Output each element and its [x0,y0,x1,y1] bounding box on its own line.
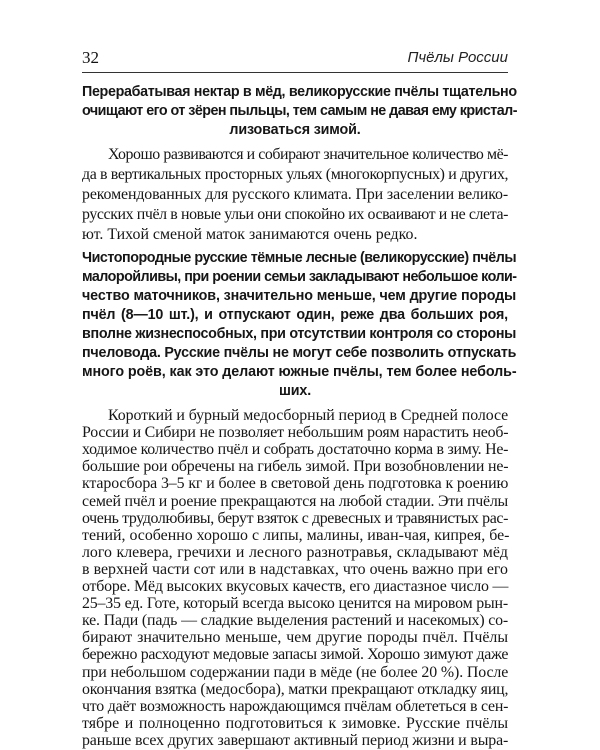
paragraph-2-line: ходимое количество пчёл и собрать достаточно корма в зиму. Не- [82,441,509,459]
paragraph-2-line: тябре и полноценно подготовиться к зимовке. Русские пчёлы [82,714,508,732]
bold-block-2-line: вполне жизнеспособных, при отсутствии контроля со стороны [82,326,517,342]
paragraph-1-line: русских пчёл в новые ульи они спокойно их осваивают и не слета- [82,206,508,223]
paragraph-2-line: отборе. Мёд высоких вкусовых качеств, его диастазное число — [82,578,509,596]
paragraph-2-line: семей пчёл и роение прекращаются на любой стадии. Эти пчёлы [82,492,508,510]
paragraph-2-line: Короткий и бурный медосборный период в Средней полосе [108,407,509,424]
paragraph-2-line: ке. Пади (падь — сладкие выделения растений и насекомых) со- [82,612,509,630]
paragraph-2-line: в верхней части сот или в надставках, что очень важно при его [82,560,508,578]
paragraph-1-line: да в вертикальных просторных ульях (многокорпусных) и других, [82,166,509,183]
page-header [82,47,508,69]
paragraph-2-line: ктаросбора 3–5 кг и более в световой день подготовка к роению [82,475,509,493]
header-rule [82,72,508,73]
paragraph-2-line: раньше всех других завершают активный период жизни и выра- [82,732,509,749]
paragraph-1-line: рекомендованных для русского климата. При заселении велико- [82,186,509,203]
bold-block-2-line: пчеловода. Русские пчёлы не могут себе позволить отпускать [82,345,517,361]
paragraph-2-line: бережно расходуют медовые запасы зимой. Хорошо зимуют даже [82,646,509,664]
paragraph-2-line: большие рои обречены на гибель зимой. При возобновлении не- [82,458,509,476]
bold-block-1-line: очищают его от зёрен пыльцы, тем самым не давая ему кристал- [82,103,517,119]
paragraph-2-line: при небольшом содержании пади в мёде (не более 20 %). После [82,663,509,681]
paragraph-2-line: бирают значительно меньше, чем другие породы пчёл. Пчёлы [82,629,508,647]
paragraph-2-line: лого клевера, гречихи и лесного разнотравья, складывают мёд [82,543,508,561]
paragraph-1-line: Хорошо развиваются и собирают значительное количество мё- [108,146,508,163]
paragraph-2-line: 25–35 ед. Готе, который всегда высоко ценится на мировом рын- [82,595,508,613]
bold-block-2-line: чество маточников, значительно меньше, чем другие породы [82,288,517,304]
bold-block-2-line: ших. [278,383,312,399]
running-title: Пчёлы России [407,49,508,66]
page-number: 32 [82,48,99,67]
bold-block-2-line: малоройливы, при роении семьи закладывают небольшое коли- [82,269,517,285]
bold-block-2-line: Чистопородные русские тёмные лесные (великорусские) пчёлы [82,250,517,266]
paragraph-2-line: что даёт возможность нарождающимся пчёлам облететься в сен- [82,697,509,715]
paragraph-2-line: России и Сибири не позволяет небольшим роям нарастить необ- [82,424,509,442]
bold-block-1-line: Перерабатывая нектар в мёд, великорусские пчёлы тщательно [82,84,517,100]
bold-block-2-line: много роёв, как это делают южные пчёлы, тем более неболь- [82,364,517,380]
paragraph-2-line: тений, особенно хорошо с липы, малины, иван-чая, кипрея, бе- [82,526,510,544]
paragraph-1-line: ют. Тихой сменой маток занимаются очень редко. [82,226,418,243]
paragraph-2-line: очень трудолюбивы, берут взяток с древесных и травянистых рас- [82,509,508,527]
bold-block-2-line: пчёл (8—10 шт.), и отпускают один, реже два больших роя, [82,307,508,323]
paragraph-2-line: окончания взятка (медосбора), матки прекращают откладку яиц, [82,680,509,698]
bold-block-1-line: лизоваться зимой. [229,122,361,138]
